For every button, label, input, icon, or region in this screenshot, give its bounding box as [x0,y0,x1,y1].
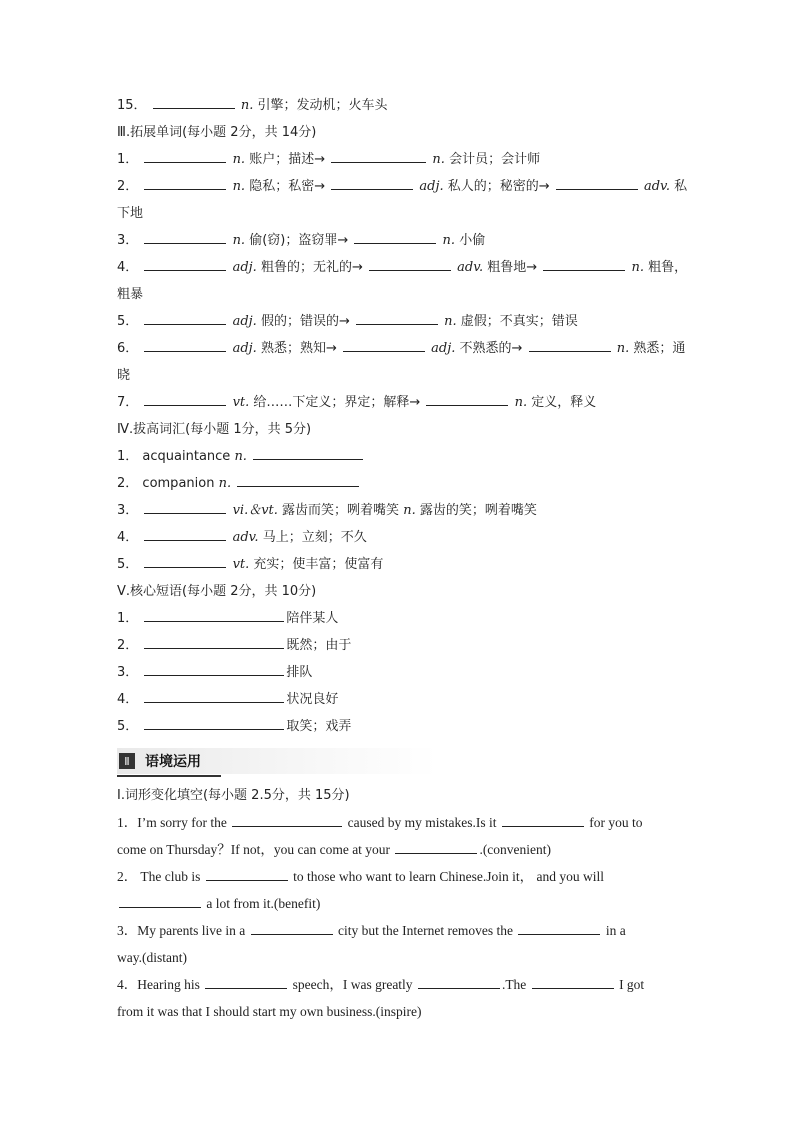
question-3-cont: way.(distant) [117,950,187,965]
answer-blank[interactable] [144,312,226,325]
answer-blank[interactable] [502,814,584,827]
section-3-item-3 [117,227,677,254]
meaning: 熟悉；熟知→ [260,341,337,356]
question-4-cont: from it was that I should start my own business.(inspire) [117,1004,422,1019]
part-of-speech: adj. [232,260,257,275]
banner-underline [117,775,221,777]
question-text: 4．Hearing his [117,977,200,992]
question-text: to those who want to learn Chinese.Join it， and you will [293,869,604,884]
meaning: 露齿而笑；咧着嘴笑 [282,503,400,518]
meaning: 取笑；戏弄 [286,719,352,734]
meaning: 马上；立刻；不久 [262,530,367,545]
section-5-item-1 [117,605,677,632]
answer-blank[interactable] [331,150,426,163]
part-of-speech: adj. [232,341,257,356]
part-of-speech: adv. [457,260,484,275]
vocab-item-15 [117,92,677,119]
question-2 [117,863,677,890]
question-text: for you to [589,815,643,830]
part-of-speech: adv. [643,179,670,194]
question-1-cont [117,836,677,863]
answer-blank[interactable] [395,841,477,854]
meaning: 粗鲁地→ [487,260,538,275]
answer-blank[interactable] [529,339,611,352]
meaning: 虚假；不真实；错误 [460,314,578,329]
answer-blank[interactable] [253,447,363,460]
section-4-title: Ⅳ.拔高词汇(每小题 1分，共 5分) [117,422,312,437]
part-of-speech: n. [631,260,644,275]
item-number: 2． [117,179,139,194]
answer-blank[interactable] [356,312,438,325]
section-3-title: Ⅲ.拓展单词(每小题 2分，共 14分) [117,125,317,140]
meaning: 粗鲁， [648,260,688,275]
meaning: 不熟悉的→ [459,341,523,356]
item-number: 1． [117,611,139,626]
question-text: come on Thursday？If not，you can come at your [117,842,391,857]
question-text: 3．My parents live in a [117,923,246,938]
section-4-item-1 [117,443,677,470]
vocab-word: companion [142,476,215,491]
question-text: city but the Internet removes the [337,923,514,938]
answer-blank[interactable] [532,976,614,989]
banner-title: 语境运用 [145,754,201,770]
answer-blank[interactable] [232,814,342,827]
answer-blank[interactable] [354,231,436,244]
meaning: 私人的；秘密的→ [447,179,550,194]
meaning: 充实；使丰富；使富有 [253,557,384,572]
answer-blank[interactable] [144,339,226,352]
section-banner [117,748,437,776]
part-of-speech: vt. [232,395,250,410]
question-4 [117,971,677,998]
worksheet-page [117,92,688,1025]
answer-blank[interactable] [144,636,284,649]
part-of-speech: n. [514,395,528,410]
part-of-speech: n. [442,233,456,248]
item-number: 4． [117,260,139,275]
item-number: 4． [117,530,139,545]
question-text: speech，I was greatly [292,977,413,992]
meaning: 粗鲁的；无礼的→ [260,260,363,275]
section-5-item-4 [117,686,677,713]
meaning: 小偷 [459,233,486,248]
item-number: 3． [117,665,139,680]
answer-blank[interactable] [369,258,451,271]
question-text: .(convenient) [479,842,552,857]
question-text: 1．I’m sorry for the [117,815,227,830]
part-of-speech: n. [403,503,416,518]
part-of-speech: adj. [232,314,257,329]
meaning: 引擎；发动机；火车头 [257,98,388,113]
answer-blank[interactable] [331,177,413,190]
section-5-title: Ⅴ.核心短语(每小题 2分，共 10分) [117,584,317,599]
answer-blank[interactable] [144,501,226,514]
item-number: 7． [117,395,139,410]
answer-blank[interactable] [426,393,508,406]
item-number: 3． [117,503,139,518]
answer-blank[interactable] [206,868,288,881]
part-of-speech: vi.＆vt. [232,503,278,518]
answer-blank[interactable] [144,231,226,244]
section-3-item-5 [117,308,677,335]
answer-blank[interactable] [144,528,226,541]
question-text: caused by my mistakes.Is it [347,815,497,830]
question-text: 2． The club is [117,869,201,884]
answer-blank[interactable] [543,258,625,271]
meaning: 既然；由于 [286,638,352,653]
section-4-item-4 [117,524,677,551]
meaning: 状况良好 [286,692,339,707]
item-number: 5． [117,719,139,734]
answer-blank[interactable] [144,177,226,190]
section-3-item-1 [117,146,677,173]
answer-blank[interactable] [144,717,284,730]
answer-blank[interactable] [205,976,287,989]
part-of-speech: adj. [431,341,456,356]
vocab-word: acquaintance [142,449,231,464]
question-text: a lot from it.(benefit) [206,896,321,911]
answer-blank[interactable] [144,609,284,622]
section-5-item-5 [117,713,677,740]
section-3-item-4 [117,254,688,281]
item-number: 5． [117,557,139,572]
answer-blank[interactable] [418,976,500,989]
answer-blank[interactable] [556,177,638,190]
question-3 [117,917,677,944]
answer-blank[interactable] [119,895,201,908]
part-of-speech: n. [232,233,246,248]
part-of-speech: n. [232,179,246,194]
section-3-item-2-cont: 下地 [117,206,144,221]
meaning: 露齿的笑；咧着嘴笑 [419,503,537,518]
item-number: 1． [117,152,139,167]
section-5-item-3 [117,659,677,686]
meaning: 隐私；私密→ [249,179,326,194]
answer-blank[interactable] [144,663,284,676]
section-3-item-6-cont: 晓 [117,368,131,383]
answer-blank[interactable] [153,96,235,109]
part-of-speech: n. [444,314,457,329]
question-text: I got [619,977,645,992]
part-of-speech: n. [616,341,630,356]
part-of-speech: n. [232,152,246,167]
part-of-speech: vt. [232,557,250,572]
answer-blank[interactable] [144,393,226,406]
meaning: 熟悉；通 [633,341,686,356]
part-of-speech: adj. [419,179,444,194]
item-number: 1． [117,449,139,464]
section-4-item-2 [117,470,677,497]
answer-blank[interactable] [518,922,600,935]
meaning: 假的；错误的→ [260,314,350,329]
question-2-cont [117,890,677,917]
answer-blank[interactable] [144,150,226,163]
part-of-speech: n. [218,476,232,491]
section-4-item-5 [117,551,677,578]
question-text: in a [605,923,626,938]
answer-blank[interactable] [343,339,425,352]
item-number: 6． [117,341,139,356]
section-3-item-7 [117,389,677,416]
item-number: 5． [117,314,139,329]
section-3-item-4-cont: 粗暴 [117,287,144,302]
section-4-item-3 [117,497,677,524]
section-5-item-2 [117,632,677,659]
meaning: 账户；描述→ [249,152,326,167]
answer-blank[interactable] [144,690,284,703]
item-number: 4． [117,692,139,707]
answer-blank[interactable] [144,555,226,568]
question-text: .The [501,977,527,992]
item-number: 2． [117,638,139,653]
meaning: 定义，释义 [531,395,597,410]
item-number: 15． [117,98,147,113]
meaning: 排队 [286,665,313,680]
part-1-title: Ⅰ.词形变化填空(每小题 2.5分，共 15分) [117,788,350,803]
section-badge-icon: Ⅱ [119,753,135,769]
item-number: 3． [117,233,139,248]
meaning: 给……下定义；界定；解释→ [253,395,421,410]
item-number: 2． [117,476,139,491]
section-3-item-6 [117,335,686,362]
question-1 [117,809,677,836]
answer-blank[interactable] [144,258,226,271]
part-of-speech: n. [234,449,247,464]
answer-blank[interactable] [251,922,333,935]
part-of-speech: adv. [232,530,259,545]
meaning: 偷(窃)；盗窃罪→ [249,233,349,248]
meaning: 私 [674,179,688,194]
answer-blank[interactable] [237,474,359,487]
part-of-speech: n. [432,152,445,167]
meaning: 会计员；会计师 [449,152,541,167]
part-of-speech: n. [240,98,254,113]
section-3-item-2 [117,173,688,200]
meaning: 陪伴某人 [286,611,339,626]
